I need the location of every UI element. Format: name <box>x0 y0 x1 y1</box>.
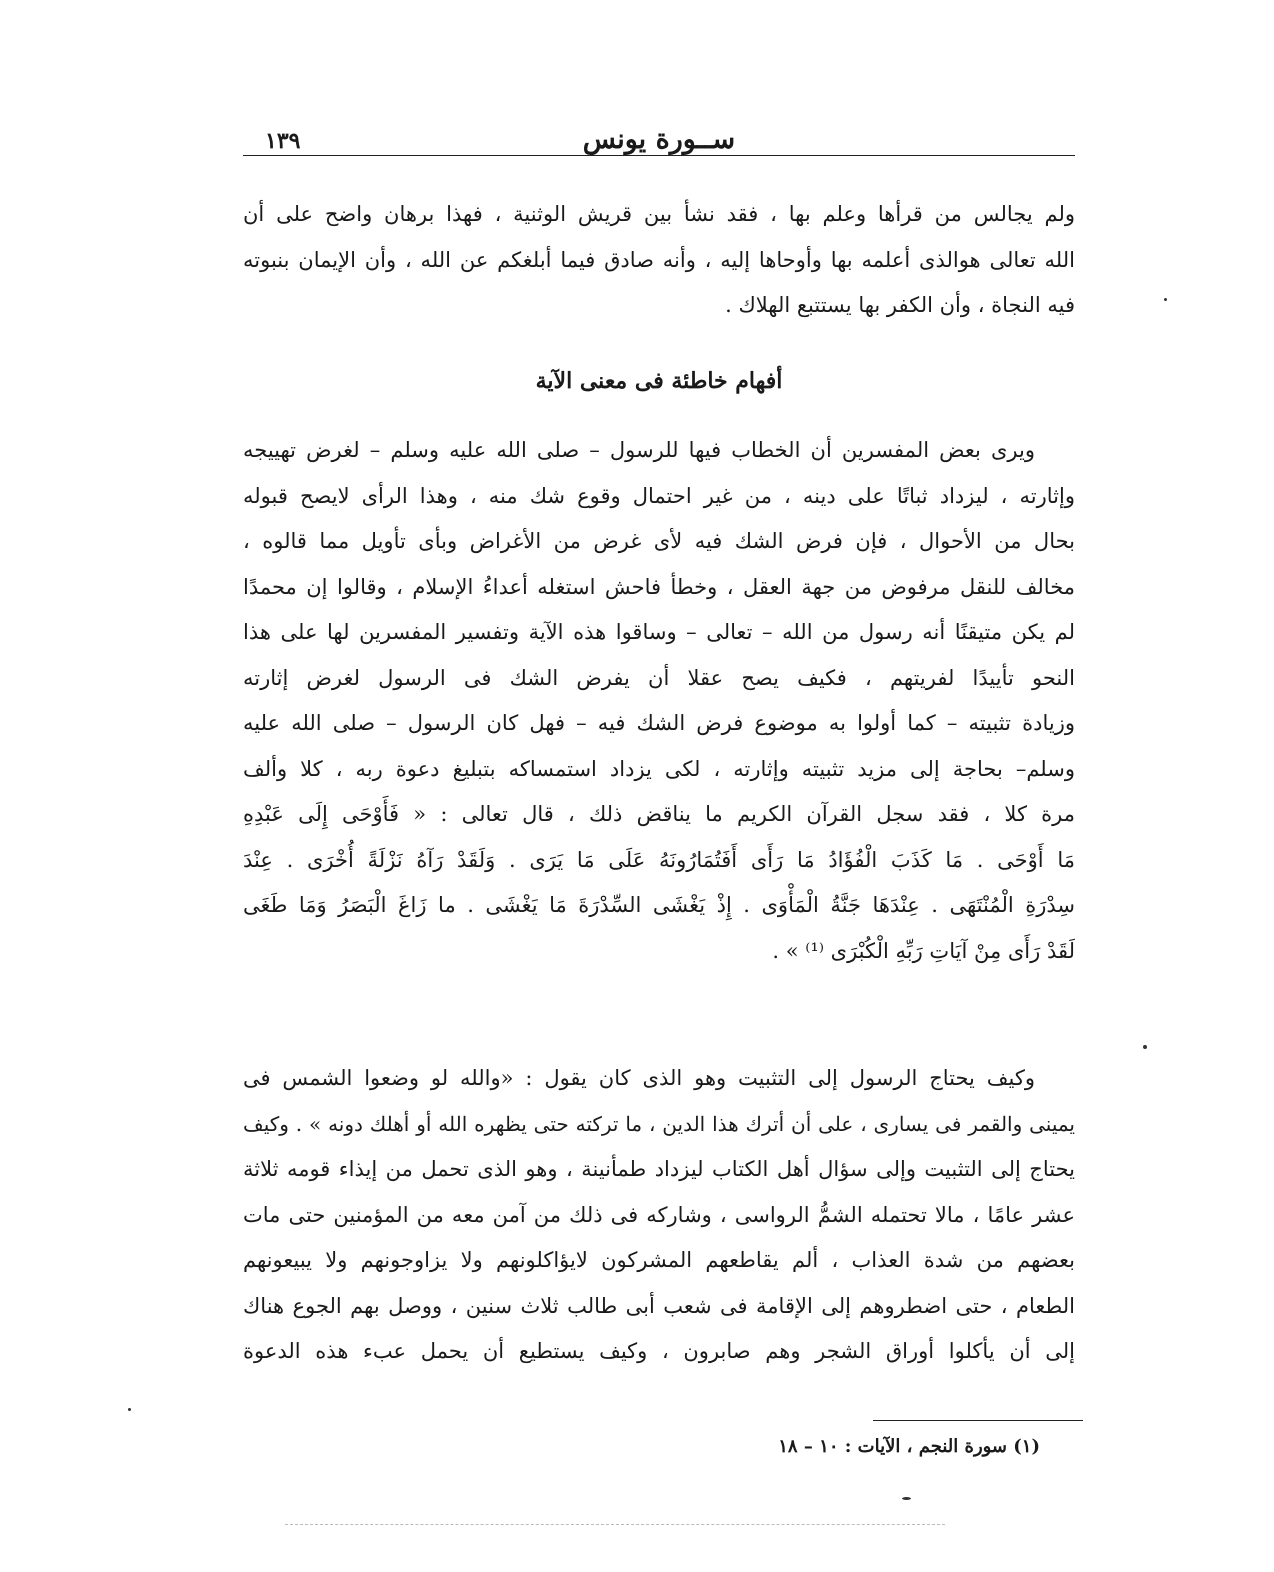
text-line: بعضهم من شدة العذاب ، ألم يقاطعهم المشركون لايؤاكلونهم ولا يزاوجونهم ولا يبيعونهم <box>243 1248 1075 1272</box>
scan-speck <box>902 1497 911 1500</box>
footnote: (١) سورة النجم ، الآيات : ١٠ – ١٨ <box>778 1436 1040 1457</box>
text-line: مرة كلا ، فقد سجل القرآن الكريم ما يناقض ذلك ، قال تعالى : « فَأَوْحَى إِلَى عَبْدِهِ <box>243 802 1075 826</box>
paragraph-3 <box>243 1056 1075 1375</box>
text-line: وسلم– بحاجة إلى مزيد تثبيته وإثارته ، لكى يزداد استمساكه بتبليغ دعوة ربه ، كلا وألف <box>243 756 1075 781</box>
text-line: ويرى بعض المفسرين أن الخطاب فيها للرسول – صلى الله عليه وسلم – لغرض تهييجه <box>243 438 1035 462</box>
section-heading: أفهام خاطئة فى معنى الآية <box>535 368 783 394</box>
scan-speck <box>1143 1045 1147 1049</box>
paragraph-2 <box>243 428 1075 974</box>
scan-speck <box>128 1408 131 1411</box>
text-line: بحال من الأحوال ، فإن فرض الشك فيه لأى غرض من الأغراض وبأى تأويل مما قالوه ، <box>243 529 1075 553</box>
scan-edge <box>285 1524 945 1525</box>
text-line: مخالف للنقل مرفوض من جهة العقل ، وخطأ فاحش استغله أعداءُ الإسلام ، وقالوا إن محمدًا <box>243 574 1075 599</box>
text-line: عشر عامًا ، مالا تحتمله الشمُّ الرواسى ، وشاركه فى ذلك من آمن معه من المؤمنين حتى مات <box>243 1202 1075 1227</box>
text-line: لم يكن متيقنًا أنه رسول من الله – تعالى – وساقوا هذه الآية وتفسير المفسرين لها على هذا <box>243 620 1075 644</box>
page-header <box>243 120 1075 160</box>
text-line: الطعام ، حتى اضطروهم إلى الإقامة فى شعب أبى طالب ثلاث سنين ، ووصل بهم الجوع هناك <box>243 1293 1075 1318</box>
text-line: فيه النجاة ، وأن الكفر بها يستتبع الهلاك . <box>725 293 1075 317</box>
text-line: الله تعالى هوالذى أعلمه بها وأوحاها إليه ، وأنه صادق فيما أبلغكم عن الله ، وأن الإيمان بنبوته <box>243 247 1075 272</box>
text-line: وزيادة تثبيته – كما أولوا به موضوع فرض الشك فيه – فهل كان الرسول – صلى الله عليه <box>243 711 1075 735</box>
header-rule <box>243 155 1075 156</box>
text-line: وإثارته ، ليزداد ثباتًا على دينه ، من غير احتمال وقوع شك منه ، وهذا الرأى لايصح قبوله <box>243 483 1075 508</box>
running-title: ســورة يونس <box>582 124 736 155</box>
paragraph-1 <box>243 192 1075 329</box>
text-line: وكيف يحتاج الرسول إلى التثبيت وهو الذى كان يقول : «والله لو وضعوا الشمس فى <box>243 1066 1035 1090</box>
text-line: النحو تأييدًا لفريتهم ، فكيف يصح عقلا أن يفرض الشك فى الرسول لغرض إثارته <box>243 665 1075 690</box>
text-line: يحتاج إلى التثبيت وإلى سؤال أهل الكتاب ليزداد طمأنينة ، وهو الذى تحمل من إيذاء قومه ثلاثة <box>243 1157 1075 1181</box>
scan-speck <box>1164 298 1167 301</box>
text-line: إلى أن يأكلوا أوراق الشجر وهم صابرون ، وكيف يستطيع أن يحمل عبء هذه الدعوة <box>243 1339 1075 1363</box>
quran-verse-line: سِدْرَةِ الْمُنْتَهَى . عِنْدَهَا جَنَّةُ الْمَأْوَى . إِذْ يَغْشَى السِّدْرَةَ مَا يَغْشَى . ما زَاغَ الْبَصَرُ وَمَا طَغَى <box>243 893 1075 917</box>
text-line: يمينى والقمر فى يسارى ، على أن أترك هذا الدين ، ما تركته حتى يظهره الله أو أهلك دونه » . وكيف <box>243 1111 1075 1136</box>
footnote-rule <box>873 1420 1083 1421</box>
quran-verse-line: لَقَدْ رَأَى مِنْ آيَاتِ رَبِّهِ الْكُبْرَى ⁽¹⁾ » . <box>772 938 1075 963</box>
quran-verse-line: مَا أَوْحَى . مَا كَذَبَ الْفُؤَادُ مَا رَأَى أَفَتُمَارُونَهُ عَلَى مَا يَرَى . وَلَقَدْ رَآهُ نَزْلَةً أُخْرَى . عِنْدَ <box>243 847 1075 872</box>
text-line: ولم يجالس من قرأها وعلم بها ، فقد نشأ بين قريش الوثنية ، فهذا برهان واضح على أن <box>243 202 1075 226</box>
page-number: ١٣٩ <box>265 128 301 154</box>
